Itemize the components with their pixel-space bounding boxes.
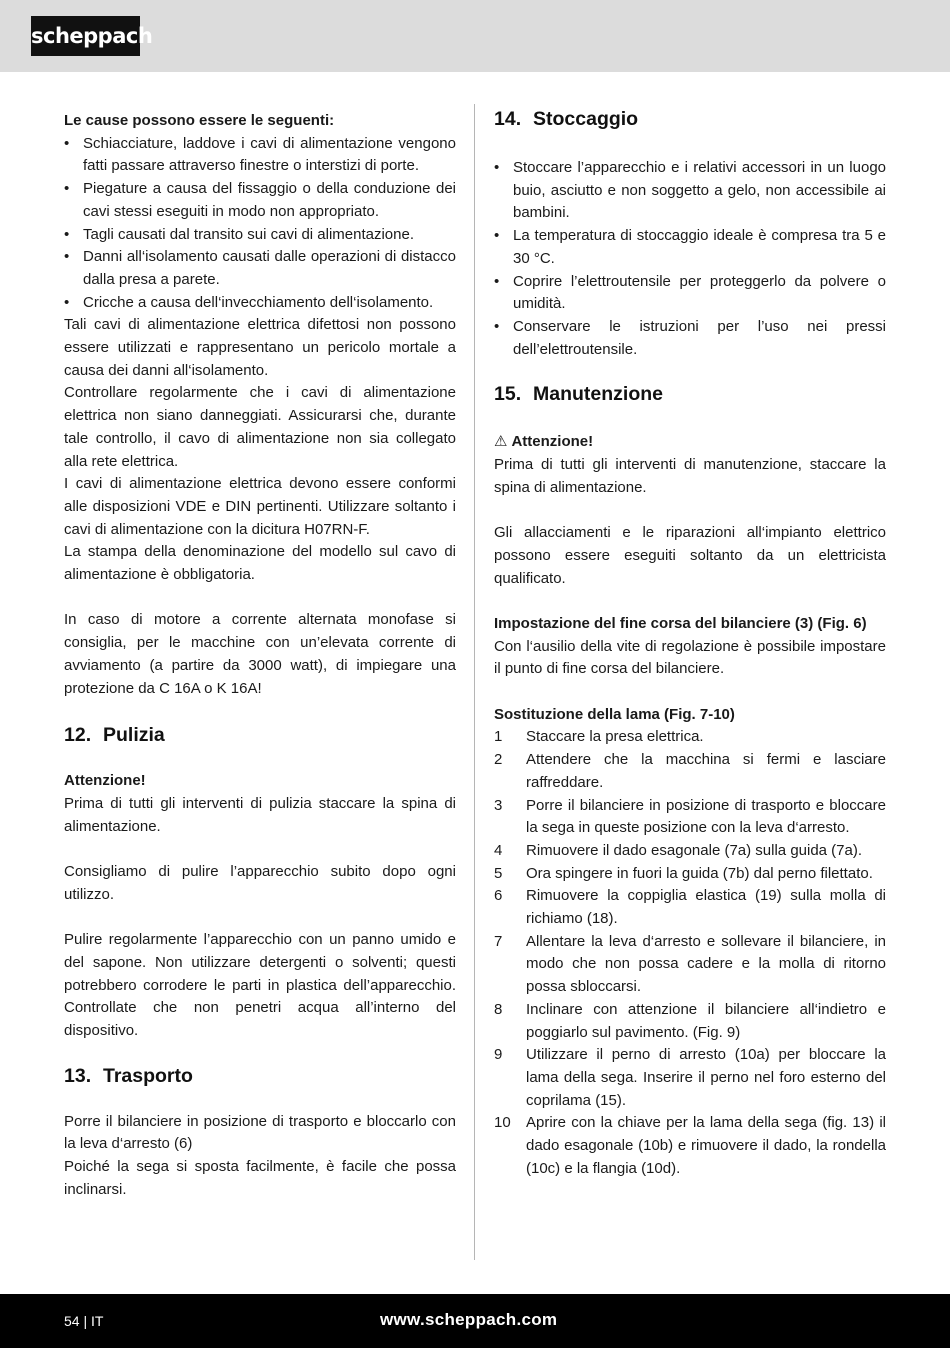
list-item bbox=[494, 726, 886, 749]
paragraph: Pulire regolarmente l’apparecchio con un panno umido e del sapone. Non utilizzare detergenti o solventi; questi potrebbero corrodere le parti in plastica dell’apparecchio. Controllate che non penetri acqua all’interno del dispositivo. bbox=[64, 931, 456, 1039]
step-number: 3 bbox=[494, 796, 503, 814]
paragraph: Controllare regolarmente che i cavi di alimentazione elettrica non siano danneggiati. Assicurarsi che, durante tale controllo, il cavo di alimentazione non sia collegato alla rete elettrica. bbox=[64, 384, 456, 470]
website-link[interactable]: www.scheppach.com bbox=[380, 1310, 558, 1329]
paragraph: Porre il bilanciere in posizione di trasporto e bloccarlo con la leva d‘arresto (6) bbox=[64, 1112, 456, 1153]
left-column bbox=[64, 110, 456, 1201]
section-15-heading bbox=[494, 381, 886, 407]
paragraph: Gli allacciamenti e le riparazioni all‘impianto elettrico possono essere eseguiti soltanto da un elettricista qualificato. bbox=[494, 524, 886, 587]
section-title: Trasporto bbox=[103, 1064, 193, 1087]
paragraph: Con l‘ausilio della vite di regolazione è possibile impostare il punto di fine corsa del bilanciere. bbox=[494, 637, 886, 678]
step-text: Staccare la presa elettrica. bbox=[526, 728, 704, 746]
list-item: • Conservare le istruzioni per l’uso nei pressi dell’elettroutensile. bbox=[494, 316, 886, 361]
list-item: • Stoccare l’apparecchio e i relativi accessori in un luogo buio, asciutto e non soggetto a gelo, non accessibile ai bambini. bbox=[494, 157, 886, 225]
right-column bbox=[494, 106, 886, 1180]
page-footer bbox=[0, 1294, 950, 1348]
step-number: 9 bbox=[494, 1046, 503, 1064]
step-number: 2 bbox=[494, 751, 503, 769]
page-header bbox=[0, 0, 950, 72]
subheading-blade-replacement: Sostituzione della lama (Fig. 7-10) bbox=[494, 705, 735, 723]
subheading-stop-setting: Impostazione del fine corsa del bilanciere (3) (Fig. 6) bbox=[494, 614, 867, 632]
warning-line bbox=[494, 431, 886, 454]
list-item bbox=[494, 863, 886, 886]
section-title: Pulizia bbox=[103, 724, 165, 747]
step-text: Inclinare con attenzione il bilanciere all‘indietro e poggiarlo sul pavimento. (Fig. 9) bbox=[526, 1000, 886, 1041]
paragraph: Consigliamo di pulire l’apparecchio subito dopo ogni utilizzo. bbox=[64, 863, 456, 903]
list-item: • Cricche a causa dell‘invecchiamento dell‘isolamento. bbox=[64, 292, 456, 315]
step-text: Rimuovere la coppiglia elastica (19) sulla molla di richiamo (18). bbox=[526, 887, 886, 928]
section-number: 12. bbox=[64, 724, 92, 747]
list-item: • Piegature a causa del fissaggio o della conduzione dei cavi stessi eseguiti in modo non appropriato. bbox=[64, 178, 456, 223]
paragraph: Poiché la sega si sposta facilmente, è facile che possa inclinarsi. bbox=[64, 1158, 456, 1198]
causes-list bbox=[64, 133, 456, 315]
section-13-heading bbox=[64, 1063, 456, 1089]
list-item bbox=[494, 795, 886, 840]
paragraph: Tali cavi di alimentazione elettrica difettosi non possono essere utilizzati e rappresentano un pericolo mortale a causa dei danni all‘isolamento. bbox=[64, 316, 456, 379]
list-item: • Tagli causati dal transito sui cavi di alimentazione. bbox=[64, 224, 456, 247]
page-number: 54 | IT bbox=[64, 1313, 104, 1329]
step-text: Aprire con la chiave per la lama della sega (fig. 13) il dado esagonale (10b) e rimuovere il dado, la rondella (10c) e la flangia (10d). bbox=[526, 1114, 886, 1177]
list-item bbox=[494, 749, 886, 794]
storage-list bbox=[494, 157, 886, 361]
section-12-heading bbox=[64, 722, 456, 748]
warning-triangle-icon: ⚠ bbox=[494, 433, 508, 451]
scheppach-logo: scheppach bbox=[31, 16, 140, 56]
causes-heading: Le cause possono essere le seguenti: bbox=[64, 112, 335, 129]
step-text: Allentare la leva d‘arresto e sollevare il bilanciere, in modo che non possa cadere e la molla di ritorno possa sbloccarsi. bbox=[526, 932, 886, 996]
list-item bbox=[494, 885, 886, 930]
step-text: Utilizzare il perno di arresto (10a) per bloccare la lama della sega. Inserire il perno nel foro esterno del coprilama (15). bbox=[526, 1046, 886, 1109]
column-divider bbox=[474, 104, 475, 1260]
list-item bbox=[494, 1112, 886, 1180]
list-item: • La temperatura di stoccaggio ideale è compresa tra 5 e 30 °C. bbox=[494, 225, 886, 270]
section-number: 15. bbox=[494, 383, 522, 406]
step-text: Ora spingere in fuori la guida (7b) dal perno filettato. bbox=[526, 864, 873, 882]
section-14-heading bbox=[494, 106, 886, 132]
list-item bbox=[494, 840, 886, 863]
section-number: 13. bbox=[64, 1064, 92, 1087]
step-number: 1 bbox=[494, 728, 503, 746]
paragraph: I cavi di alimentazione elettrica devono essere conformi alle disposizioni VDE e DIN pertinenti. Utilizzare soltanto i cavi di alimentazione con la dicitura H07RN-F. bbox=[64, 475, 456, 538]
section-number: 14. bbox=[494, 108, 522, 130]
paragraph: In caso di motore a corrente alternata monofase si consiglia, per le macchine con un’elevata corrente di avviamento (a partire da 3000 watt), di impiegare una protezione da C 16A o K 16A! bbox=[64, 611, 456, 697]
list-item: • Schiacciature, laddove i cavi di alimentazione vengono fatti passare attraverso finestre o interstizi di porte. bbox=[64, 133, 456, 178]
step-number: 4 bbox=[494, 841, 503, 859]
section-title: Stoccaggio bbox=[533, 108, 639, 130]
step-number: 10 bbox=[494, 1114, 511, 1132]
list-item bbox=[494, 999, 886, 1044]
blade-steps-list bbox=[494, 726, 886, 1180]
warning-label: Attenzione! bbox=[64, 772, 146, 790]
step-text: Attendere che la macchina si fermi e lasciare raffreddare. bbox=[526, 751, 886, 791]
paragraph: La stampa della denominazione del modello sul cavo di alimentazione è obbligatoria. bbox=[64, 543, 456, 584]
paragraph: Prima di tutti gli interventi di pulizia staccare la spina di alimentazione. bbox=[64, 794, 456, 835]
step-text: Rimuovere il dado esagonale (7a) sulla guida (7a). bbox=[526, 841, 863, 859]
step-number: 7 bbox=[494, 932, 503, 950]
step-number: 8 bbox=[494, 1000, 503, 1018]
step-number: 6 bbox=[494, 887, 503, 905]
section-title: Manutenzione bbox=[533, 383, 663, 406]
list-item: • Coprire l’elettroutensile per proteggerlo da polvere o umidità. bbox=[494, 271, 886, 316]
warning-label: Attenzione! bbox=[511, 433, 594, 451]
step-text: Porre il bilanciere in posizione di trasporto e bloccare la sega in queste posizione con la leva d‘arresto. bbox=[526, 796, 886, 837]
paragraph: Prima di tutti gli interventi di manutenzione, staccare la spina di alimentazione. bbox=[494, 456, 886, 496]
list-item bbox=[494, 931, 886, 999]
list-item bbox=[494, 1044, 886, 1112]
list-item: • Danni all‘isolamento causati dalle operazioni di distacco dalla presa a parete. bbox=[64, 246, 456, 291]
step-number: 5 bbox=[494, 864, 503, 882]
